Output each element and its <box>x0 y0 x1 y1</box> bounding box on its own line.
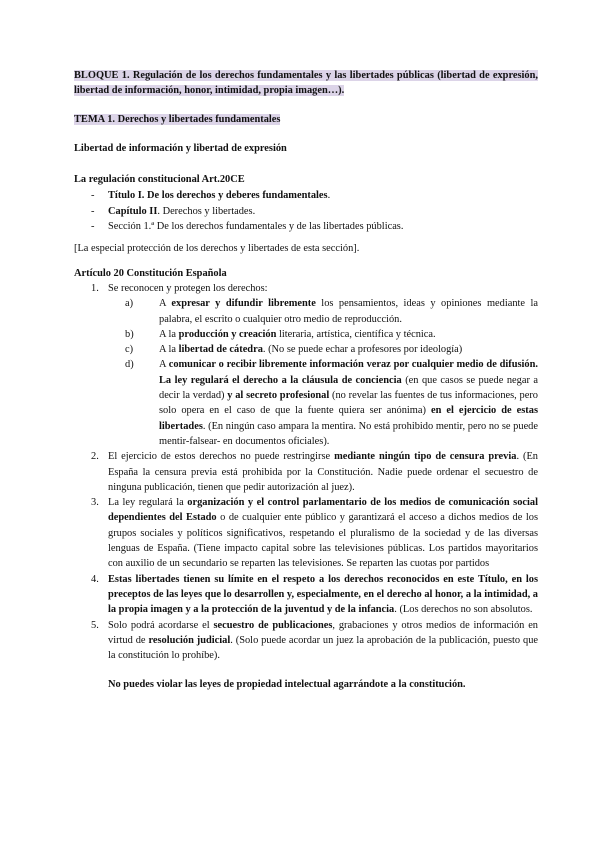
list-item: - Capítulo II. Derechos y libertades. <box>74 204 538 219</box>
section-title: Libertad de información y libertad de expresión <box>74 142 287 154</box>
articulo-item-2: 2. El ejercicio de estos derechos no puede restringirse mediante ningún tipo de censura previa. (En España la censura previa está prohibida por la Constitución. Nadie puede ordenar el secuestro de ninguna publicación, tienen que pedir autorización al juez). <box>91 451 538 493</box>
list-item: - Sección 1.ª De los derechos fundamentales y de las libertades públicas. <box>74 219 538 234</box>
regulacion-title: La regulación constitucional Art.20CE <box>74 174 245 186</box>
list-item: d) A comunicar o recibir libremente información veraz por cualquier medio de difusión. La ley regulará el derecho a la cláusula de conciencia (en que casos se puede negar a decir la verdad) y al secreto profesional (no revelar las fuentes de tus informaciones, pero solo opera en el caso de que la fuente quiera ser anónima) en el ejercicio de estas libertades. (En ningún caso ampara la mentira. No está prohibido mentir, pero no se puede mentir-falsear- en documentos oficiales). <box>125 359 538 447</box>
articulo-item-1: 1. Se reconocen y protegen los derechos: a) A expresar y difundir libremente los pensamientos, ideas y opiniones mediante la palabra, el escrito o cualquier otro medio de reproducción. b) A la producción y creación literaria, artística, científica y técnica. c) A la libertad de cátedra. (No se puede echar a profesores por ideología) d) A comunicar o recibir libremente información veraz por cualquier medio de difusión. La ley regulará el derecho a la cláusula de conciencia (en que casos se puede negar a decir la verdad) y al secreto profesional (no revelar las fuentes de tus informaciones, pero solo opera en el caso de que la fuente quiera ser anónima) en el ejercicio de estas libertades. (En ningún caso ampara la mentira. No está prohibido mentir, pero no se puede mentir-falsear- en documentos oficiales). <box>74 281 538 449</box>
articulo-item-4: 4. Estas libertades tienen su límite en el respeto a los derechos reconocidos en este Título, en los preceptos de las leyes que lo desarrollen y, especialmente, en el derecho al honor, a la intimidad, a la propia imagen y a la protección de la juventud y de la infancia. (Los derechos no son absolutos. <box>91 573 538 616</box>
tema-title <box>74 112 538 127</box>
regulacion-list <box>74 188 538 234</box>
articulo-list <box>74 281 538 663</box>
closing-statement: No puedes violar las leyes de propiedad intelectual agarrándote a la constitución. <box>108 679 466 691</box>
bloque-title <box>74 68 538 99</box>
tema-title-text: TEMA 1. Derechos y libertades fundamentales <box>74 113 281 125</box>
bloque-title-text: BLOQUE 1. Regulación de los derechos fundamentales y las libertades públicas (libertad de expresión, libertad de información, honor, intimidad, propia imagen…). <box>74 70 538 97</box>
articulo-title: Artículo 20 Constitución Española <box>74 267 227 279</box>
list-item: b) A la producción y creación literaria, artística, científica y técnica. <box>125 328 436 340</box>
regulacion-note: [La especial protección de los derechos y libertades de esta sección]. <box>74 243 360 255</box>
list-item: c) A la libertad de cátedra. (No se puede echar a profesores por ideología) <box>125 344 463 356</box>
articulo-item-3: 3. La ley regulará la organización y el control parlamentario de los medios de comunicación social dependientes del Estado o de cualquier ente público y garantizará el acceso a dichos medios de los grupos sociales y políticos significativos, respetando el pluralismo de la sociedad y de las diversas lenguas de España. (Tiene impacto capital sobre las televisiones públicas. Los partidos mayoritarios con auxilio de un secundario se reparten las televisiones. Se reparten las cuotas por partidos <box>91 497 538 570</box>
articulo-item-5: 5. Solo podrá acordarse el secuestro de publicaciones, grabaciones y otros medios de información en virtud de resolución judicial. (Solo puede acordar un juez la aprobación de la publicación, puesto que la constitución lo prohíbe). <box>91 619 539 662</box>
list-item: - Título I. De los derechos y deberes fundamentales. <box>74 188 538 203</box>
articulo-sublist <box>108 296 538 449</box>
list-item: a) A expresar y difundir libremente los pensamientos, ideas y opiniones mediante la palabra, el escrito o cualquier otro medio de reproducción. <box>125 298 539 325</box>
